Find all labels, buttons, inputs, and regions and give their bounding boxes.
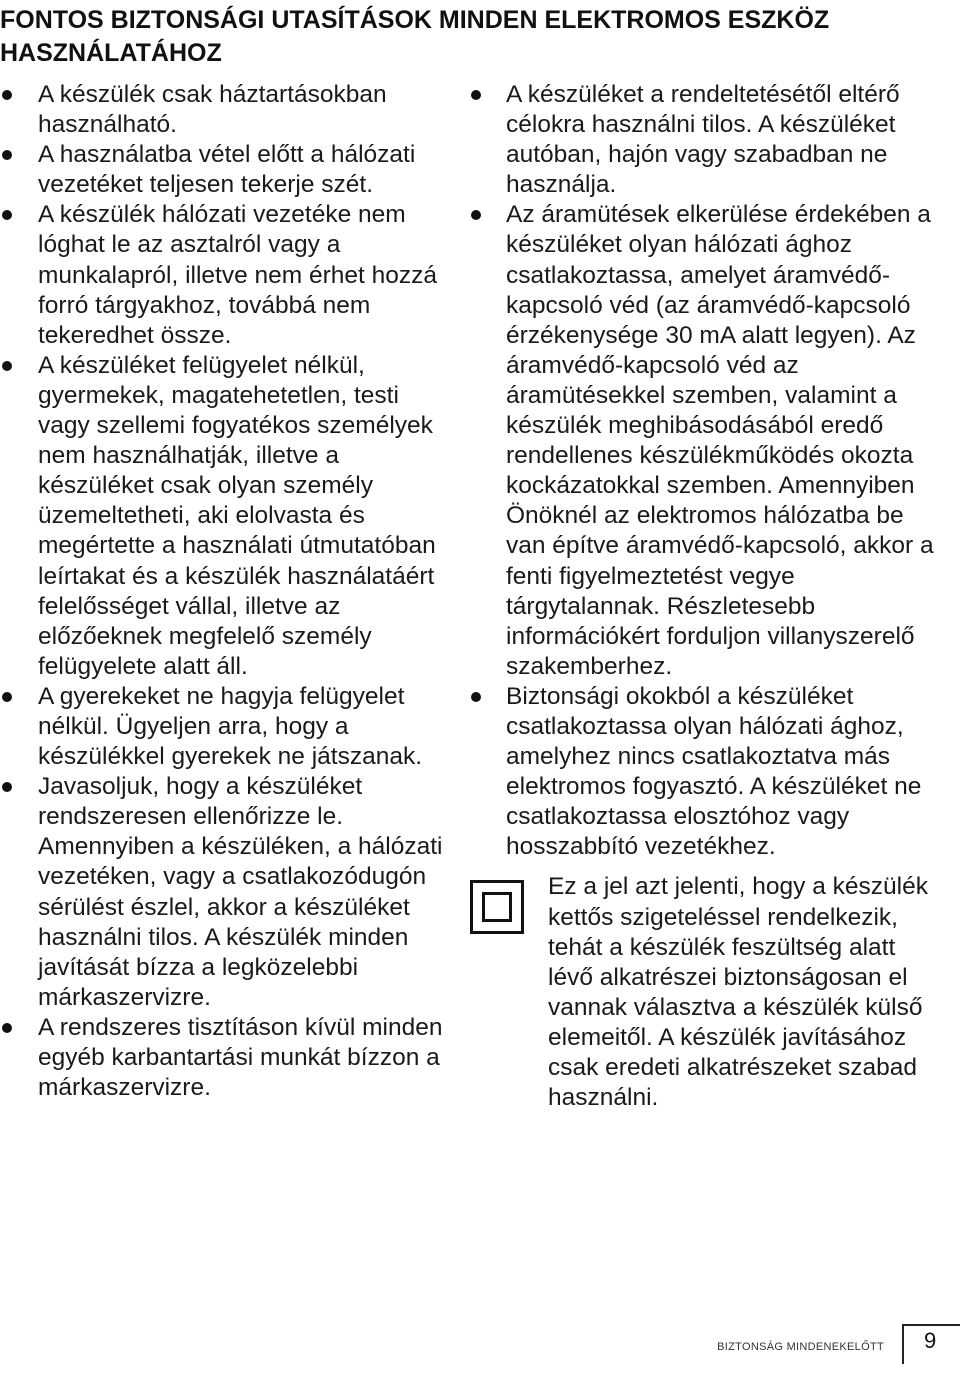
safety-list-right: [468, 80, 946, 1113]
footer-section-label: BIZTONSÁG MINDENEKELŐTT: [717, 1341, 884, 1353]
list-item: [468, 682, 946, 863]
list-item-text: A készülék csak háztartásokban használható.: [38, 81, 387, 139]
list-item-text: A használatba vétel előtt a hálózati vezetéket teljesen tekerje szét.: [38, 141, 416, 199]
bullet-icon: [471, 90, 481, 100]
bullet-icon: [2, 692, 12, 702]
list-item: [0, 1013, 455, 1103]
bullet-icon: [2, 150, 12, 160]
list-item-text: Az áramütések elkerülése érdekében a készüléket olyan hálózati ághoz csatlakoztassa, amelyet áramvédő-kapcsoló véd (az áramvédő-kapcsoló érzékenysége 30 mA alatt legyen). Az áramvédő-kapcsoló véd az áramütésekkel szemben, valamint a készülék meghibásodásából eredő rendellenes készülékműködés okozta kockázatokkal szemben. Amennyiben Önöknél az elektromos hálózatba be van építve áramvédő-kapcsoló, akkor a fenti figyelmeztetést vegye tárgytalannak. Részletesebb információkért forduljon villanyszerelő szakemberhez.: [506, 201, 934, 680]
list-item-text: Biztonsági okokból a készüléket csatlakoztassa olyan hálózati ághoz, amelyhez nincs csatlakoztatva más elektromos fogyasztó. A készüléket ne csatlakoztassa elosztóhoz vagy hosszabbító vezetékhez.: [506, 682, 922, 861]
double-insulation-note: [468, 872, 946, 1113]
list-item: [0, 80, 455, 140]
page-title: FONTOS BIZTONSÁGI UTASÍTÁSOK MINDEN ELEKTROMOS ESZKÖZ HASZNÁLATÁHOZ: [0, 6, 830, 67]
list-item: [0, 200, 455, 350]
list-item: [468, 200, 946, 682]
list-item: [0, 140, 455, 200]
safety-list-left: [0, 80, 455, 1103]
list-item: [0, 351, 455, 682]
double-insulation-text: Ez a jel azt jelenti, hogy a készülék kettős szigeteléssel rendelkezik, tehát a készülék feszültség alatt lévő alkatrészei biztonságosan el vannak választva a készülék külső elemeitől. A készülék javításához csak eredeti alkatrészeket szabad használni.: [548, 873, 928, 1112]
list-item-text: A készüléket felügyelet nélkül, gyermekek, magatehetetlen, testi vagy szellemi fogyatékos személyek nem használhatják, illetve a készüléket csak olyan személy üzemeltetheti, aki elolvasta és megértette a használati útmutatóban leírtakat és a készülék használatáért felelősséget vállal, illetve az előzőeknek megfelelő személy felügyelete alatt áll.: [38, 351, 436, 680]
list-item: [0, 682, 455, 772]
list-item-text: A gyerekeket ne hagyja felügyelet nélkül. Ügyeljen arra, hogy a készülékkel gyerekek ne játszanak.: [38, 682, 423, 771]
list-item: [0, 772, 455, 1013]
bullet-icon: [2, 90, 12, 100]
page-number: 9: [902, 1324, 960, 1364]
bullet-icon: [2, 782, 12, 792]
bullet-icon: [471, 210, 481, 220]
bullet-icon: [2, 1023, 12, 1033]
list-item-text: A rendszeres tisztításon kívül minden egyéb karbantartási munkát bízzon a márkaszervizre.: [38, 1013, 443, 1102]
list-item-text: A készüléket a rendeltetésétől eltérő célokra használni tilos. A készüléket autóban, hajón vagy szabadban ne használja.: [506, 81, 900, 199]
page-footer: [717, 1324, 960, 1364]
bullet-icon: [471, 692, 481, 702]
bullet-icon: [2, 361, 12, 371]
list-item-text: A készülék hálózati vezetéke nem lóghat le az asztalról vagy a munkalapról, illetve nem érhet hozzá forró tárgyakhoz, továbbá nem tekeredhet össze.: [38, 201, 438, 349]
double-insulation-icon: [470, 880, 524, 934]
double-insulation-inner-square: [482, 892, 512, 922]
bullet-icon: [2, 210, 12, 220]
list-item: [468, 80, 946, 200]
list-item-text: Javasoljuk, hogy a készüléket rendszeresen ellenőrizze le. Amennyiben a készüléken, a hálózati vezetéken, vagy a csatlakozódugón sérülést észlel, akkor a készüléket használni tilos. A készülék minden javítását bízza a legközelebbi márkaszervizre.: [38, 773, 443, 1011]
